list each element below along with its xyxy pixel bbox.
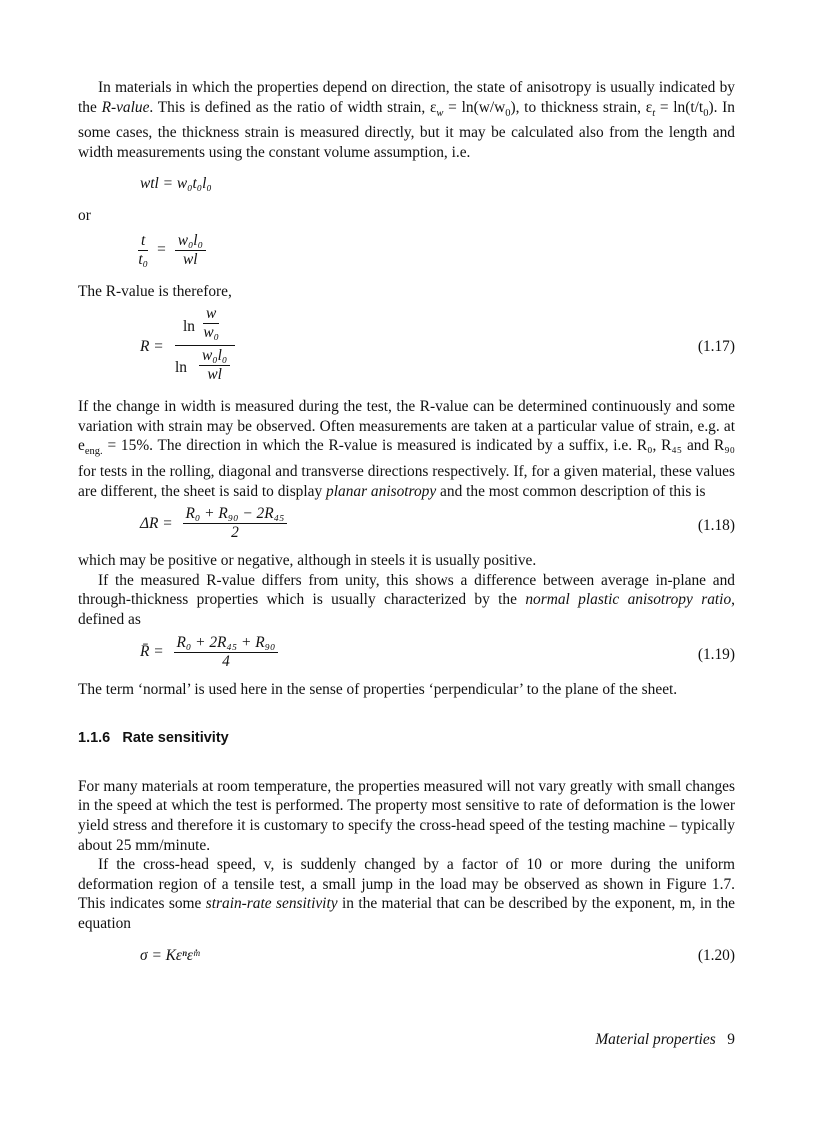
section-title: Rate sensitivity (122, 730, 229, 747)
emphasis-planar-anisotropy: planar anisotropy (326, 482, 437, 500)
text: ), to thickness strain, ε (510, 98, 653, 116)
page-number: 9 (727, 1031, 735, 1048)
numerator: w₀l₀ (199, 347, 230, 366)
text: = 15%. The direction in which the R-value is measured is indicated by a suffix, i.e. R₀, R₄₅ and R₉₀ for tests in the rolling, diagonal and transverse directions respectively. If, for a given material, these values are different, the sheet is said to display (78, 437, 735, 500)
denominator: w₀ (203, 324, 219, 342)
emphasis-strain-rate-sensitivity: strain-rate sensitivity (205, 895, 338, 913)
ln-bottom: ln (175, 359, 187, 377)
text: In materials in which the properties depend on direction, the state of anisotropy is usually indicated by the (78, 79, 735, 116)
paragraph-r-value-definition: In materials in which the properties depend on direction, the state of anisotropy is usually indicated by the R-value. This is defined as the ratio of width strain, $\varepsilon_w = \ln(w/w_0)$, to thickness strain, $\varepsilon_t = \ln(t/t_0)$. In some cases, the thickness strain is measured directly, but it may be calculated also from the length and width measurements using the constant volume assumption, i.e. (78, 79, 735, 161)
text: in the material that can be described by the exponent, m, in the equation (78, 895, 735, 932)
equation-body: σ = Kεⁿε̇ᵐ (140, 946, 200, 964)
fraction (183, 505, 288, 542)
text: If the change in width is measured during the test, the R-value can be determined continuously and some variation with strain may be observed. Often measurements are taken at a particular value of strain, e.g. at e (78, 398, 735, 455)
text: = ln(t/t (655, 98, 704, 116)
denominator: wl (207, 366, 222, 384)
compound-fraction (175, 305, 235, 386)
numerator: w (203, 305, 219, 324)
text: = ln(w/w (443, 98, 506, 116)
fraction-lhs (138, 232, 148, 269)
equation-thickness-ratio: $\frac{t}{\text{t₀}}$ = $\frac{\text{w₀l₀}}{wl}$ (78, 232, 735, 276)
emphasis-normal-anisotropy: normal plastic anisotropy ratio (525, 591, 732, 609)
footer-title: Material properties (595, 1031, 716, 1048)
page-content (78, 78, 735, 968)
paragraph-sign-note: which may be positive or negative, although in steels it is usually positive. (78, 552, 537, 570)
text: , defined as (78, 591, 735, 629)
denominator: t₀ (138, 250, 148, 268)
emphasis-r-value: R-value (101, 98, 150, 116)
section-heading (78, 729, 735, 749)
paragraph-normal-term: The term ‘normal’ is used here in the sense of properties ‘perpendicular’ to the plane of the sheet. (78, 680, 678, 698)
connector-or: or (78, 207, 91, 225)
numerator: t (138, 232, 148, 251)
paragraph-planar-anisotropy: If the change in width is measured during the test, the R-value can be determined continuously and some variation with strain may be observed. Often measurements are taken at a particular value of strain, e.g. at $e_{eng.} = 15\%$. The direction in which the R-value is measured is indicated by a suffix, i.e. R₀, R₄₅ and R₉₀ for tests in the rolling, diagonal and transverse directions respectively. If, for a given material, these values are different, the sheet is said to display planar anisotropy and the most common description of this is (78, 398, 735, 500)
text: and the most common description of this is (436, 482, 706, 500)
ln-top: ln (183, 318, 195, 336)
numerator: R₀ + 2R₄₅ + R₉₀ (174, 634, 279, 653)
text: . This is defined as the ratio of width strain, ε (149, 98, 437, 116)
equation-lhs: ΔR = (140, 514, 173, 532)
rvalue-intro: The R-value is therefore, (78, 282, 232, 300)
denominator: wl (183, 250, 198, 268)
equation-number: (1.17) (697, 338, 735, 356)
denominator: 2 (231, 524, 239, 542)
fraction (174, 634, 279, 671)
running-footer (595, 1031, 735, 1049)
equation-number: (1.19) (697, 645, 735, 663)
equation-number: (1.18) (697, 517, 735, 535)
denominator: 4 (222, 652, 230, 670)
paragraph-strain-rate (78, 855, 735, 933)
numerator: R₀ + R₉₀ − 2R₄₅ (183, 505, 288, 524)
equation-1-20 (78, 946, 735, 968)
paragraph-rate-intro: For many materials at room temperature, the properties measured will not vary greatly with small changes in the speed at which the test is performed. The property most sensitive to rate of deformation is the lower yield stress and therefore it is customary to specify the cross-head speed of the testing machine – typically about 25 mm/minute. (78, 777, 735, 854)
fraction-rhs (175, 232, 206, 269)
equation-1-18 (78, 505, 735, 549)
text: If the cross-head speed, v, is suddenly changed by a factor of 10 or more during the uniform deformation region of a tensile test, a small jump in the load may be observed as shown in Figure 1.7. This indicates some (78, 856, 735, 913)
paragraph-normal-anisotropy (78, 571, 735, 630)
equation-lhs: R̄ = (140, 643, 164, 661)
equation-number: (1.20) (697, 946, 735, 964)
equation-1-19 (78, 634, 735, 678)
text: If the measured R-value differs from unity, this shows a difference between average in-plane and through-thickness properties which is usually characterized by the (78, 571, 735, 609)
equation-volume: wtl = w₀t₀l₀ (140, 175, 212, 193)
equation-1-17 (78, 305, 735, 389)
equation-lhs: R = (140, 338, 164, 356)
text: ). In some cases, the thickness strain is measured directly, but it may be calculated also from the length and width measurements using the constant volume assumption, i.e. (78, 98, 735, 161)
section-number: 1.1.6 (78, 730, 111, 747)
numerator: w₀l₀ (175, 232, 206, 251)
